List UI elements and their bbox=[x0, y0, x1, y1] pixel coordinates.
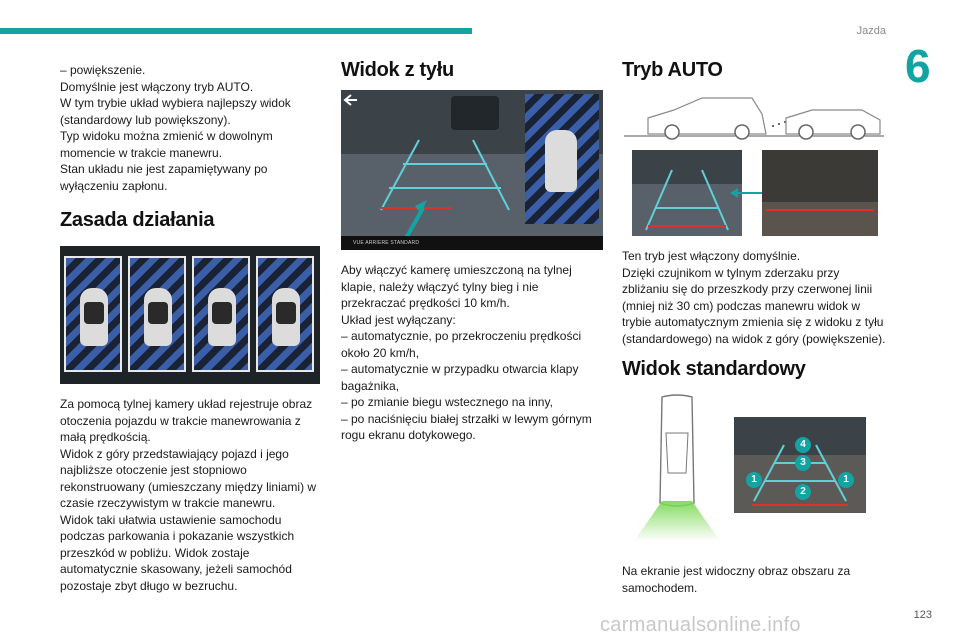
intro-line: Stan układu nie jest zapamiętywany po wyłączeniu zapłonu. bbox=[60, 162, 268, 193]
callout-badge: 1 bbox=[838, 472, 854, 488]
car-top-illustration bbox=[632, 393, 722, 543]
callout-badge: 4 bbox=[795, 437, 811, 453]
car-approach-illustration bbox=[622, 90, 888, 142]
screen-mode-label: VUE ARRIERE STANDARD bbox=[341, 236, 603, 250]
rear-camera-screen-image bbox=[341, 90, 603, 250]
zoom-view-thumbnail bbox=[762, 150, 878, 236]
callout-badge: 2 bbox=[795, 484, 811, 500]
callout-badge: 1 bbox=[746, 472, 762, 488]
intro-line: W tym trybie układ wybiera najlepszy widok (standardowy lub powiększony). bbox=[60, 96, 291, 127]
watermark-text: carmanualsonline.info bbox=[600, 614, 801, 636]
standard-view-diagram bbox=[622, 393, 888, 543]
column-middle bbox=[341, 58, 603, 444]
body-paragraph: – po naciśnięciu białej strzałki w lewym górnym rogu ekranu dotykowego. bbox=[341, 411, 592, 442]
body-paragraph: Na ekranie jest widoczny obraz obszaru za samochodem. bbox=[622, 564, 851, 595]
top-view-tile bbox=[256, 256, 314, 372]
column-left bbox=[60, 62, 320, 594]
heading-zasada: Zasada działania bbox=[60, 209, 215, 231]
top-view-tile bbox=[192, 256, 250, 372]
intro-line: Typ widoku można zmienić w dowolnym momencie w trakcie manewru. bbox=[60, 129, 273, 160]
standard-view-screen bbox=[734, 417, 866, 513]
rear-view-thumbnail bbox=[632, 150, 742, 236]
heading-widok-z-tylu: Widok z tyłu bbox=[341, 59, 454, 81]
heading-tryb-auto: Tryb AUTO bbox=[622, 59, 723, 81]
body-paragraph: Aby włączyć kamerę umieszczoną na tylnej klapie, należy włączyć tylny bieg i nie przekraczać prędkości 10 km/h. bbox=[341, 263, 572, 310]
intro-line: Domyślnie jest włączony tryb AUTO. bbox=[60, 79, 254, 94]
body-paragraph: Dzięki czujnikom w tylnym zderzaku przy zbliżaniu się do przeszkody przy czerwonej linii (mniej niż 30 cm) podczas manewru widok w trybie automatycznym zmienia się z widoku z tyłu (standardowego) na widok z góry (powiększenie). bbox=[622, 265, 886, 346]
heading-widok-standardowy: Widok standardowy bbox=[622, 358, 806, 380]
body-paragraph: Widok z góry przedstawiający pojazd i jego najbliższe otoczenie jest stopniowo rekonstruowany (umieszczany między liniami) w czasie rzeczywistym w trakcie manewru. bbox=[60, 446, 317, 510]
section-title: Jazda bbox=[856, 25, 886, 37]
top-view-sequence-image bbox=[60, 246, 320, 384]
body-paragraph: Za pomocą tylnej kamery układ rejestruje obraz otoczenia pojazdu w trakcie manewrowania z małą prędkością. bbox=[60, 397, 313, 444]
car-top-shape bbox=[545, 130, 577, 192]
body-paragraph: Widok taki ułatwia ustawienie samochodu podczas parkowania i pokazanie wszystkich przeszkód w pobliżu. Widok zostaje automatycznie skasowany, jeżeli samochód pozostaje zbyt długo w bezruchu. bbox=[60, 512, 295, 593]
header-accent-bar bbox=[0, 28, 472, 34]
callout-badge: 3 bbox=[795, 455, 811, 471]
top-view-tile bbox=[128, 256, 186, 372]
body-paragraph: – po zmianie biegu wstecznego na inny, bbox=[341, 395, 553, 409]
body-paragraph: – automatycznie, po przekroczeniu prędkości około 20 km/h, bbox=[341, 329, 582, 360]
page-number: 123 bbox=[913, 609, 932, 621]
column-right bbox=[622, 58, 888, 596]
chapter-number: 6 bbox=[905, 40, 931, 92]
auto-switch-images bbox=[622, 150, 888, 238]
body-paragraph: Układ jest wyłączany: bbox=[341, 312, 456, 327]
body-paragraph: – automatycznie w przypadku otwarcia klapy bagażnika, bbox=[341, 362, 579, 393]
top-view-tile bbox=[64, 256, 122, 372]
intro-line: – powiększenie. bbox=[60, 63, 146, 77]
body-paragraph: Ten tryb jest włączony domyślnie. bbox=[622, 249, 801, 263]
